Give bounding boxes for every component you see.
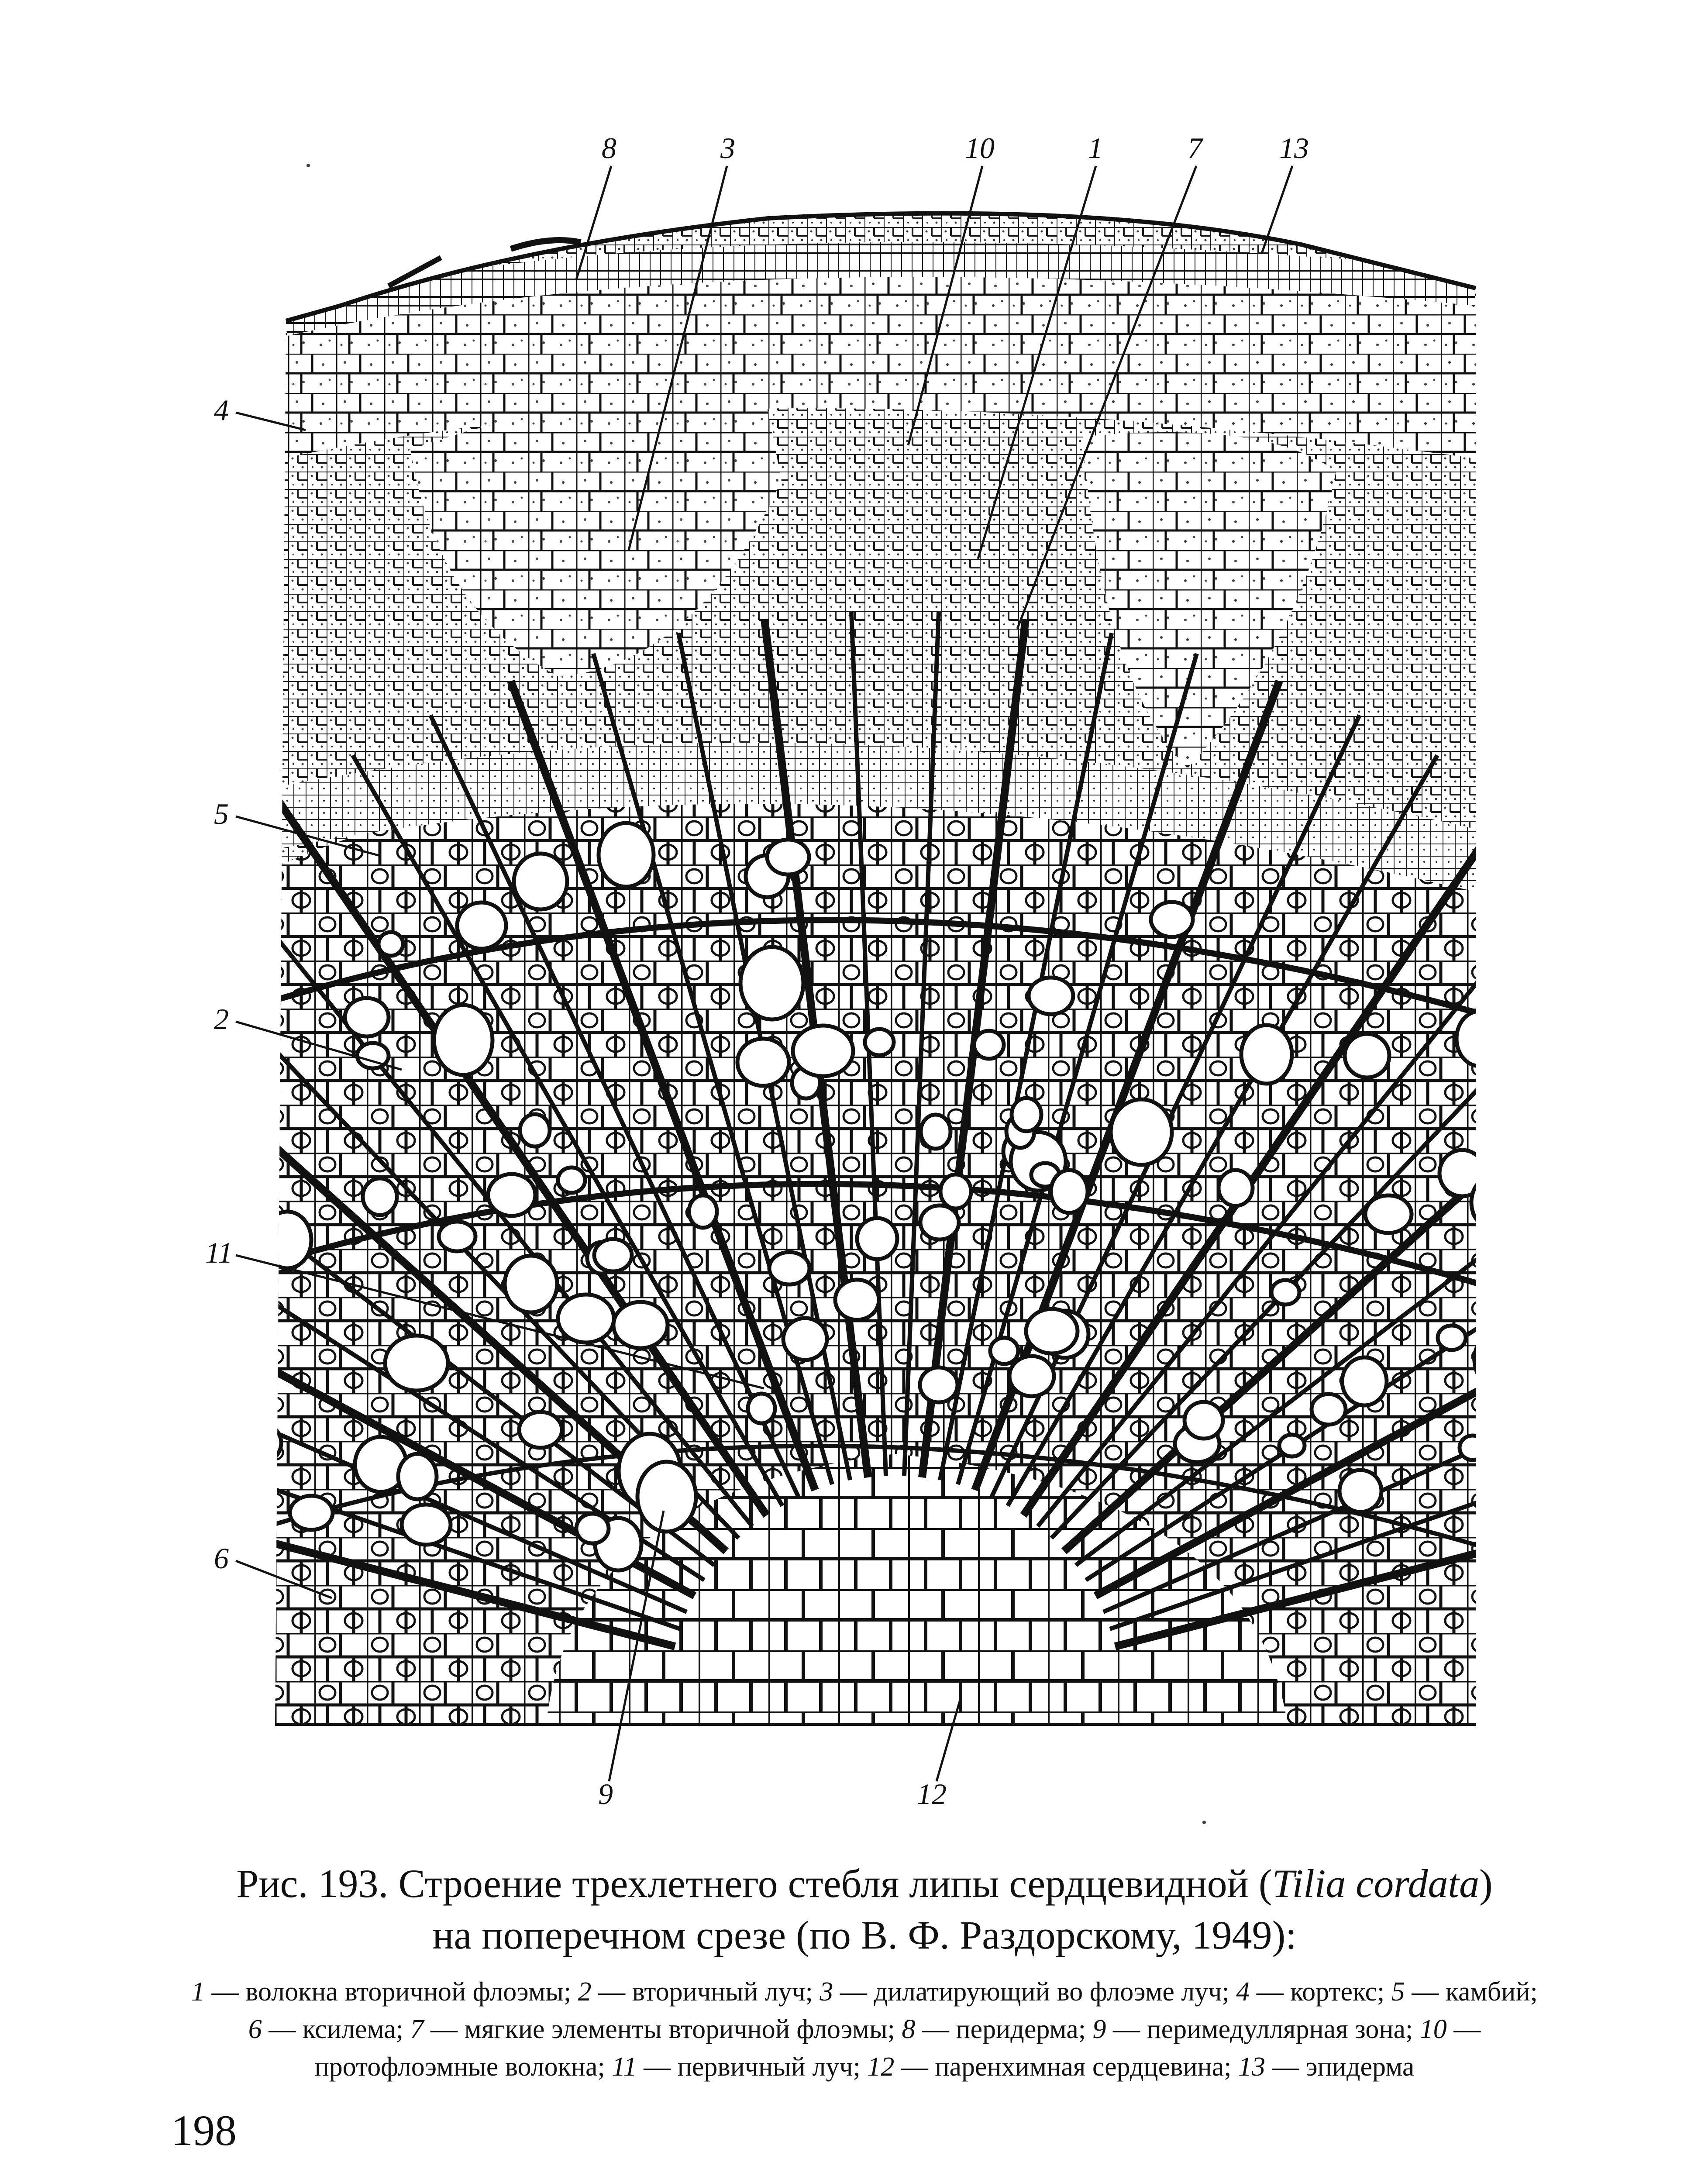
xylem-vessel	[1009, 1356, 1054, 1396]
legend-num: 1	[191, 1977, 205, 2007]
figure-label-2: 2	[214, 1002, 229, 1036]
xylem-vessel	[1507, 1253, 1533, 1279]
xylem-vessel	[379, 932, 403, 956]
xylem-vessel	[920, 1205, 959, 1240]
legend-num: 9	[1092, 2014, 1106, 2044]
legend-text: — перимедуллярная зона;	[1106, 2014, 1420, 2044]
xylem-vessel	[1457, 1011, 1503, 1066]
legend-text: — паренхимная сердцевина;	[894, 2052, 1238, 2082]
xylem-vessel	[1051, 1170, 1088, 1213]
decorative-dot	[306, 164, 310, 167]
xylem-vessel	[1219, 1170, 1253, 1206]
legend-text: — кортекс;	[1250, 1977, 1391, 2007]
figure-label-10: 10	[965, 131, 995, 165]
legend-text: — первичный луч;	[637, 2052, 868, 2082]
caption-title	[183, 1858, 1546, 1909]
legend-num: 2	[578, 1977, 592, 2007]
legend-text: — вторичный луч;	[591, 1977, 820, 2007]
xylem-vessel	[1026, 1309, 1078, 1353]
xylem-vessel	[974, 1031, 1004, 1059]
xylem-vessel	[940, 1174, 971, 1209]
figure-label-9: 9	[598, 1777, 613, 1811]
xylem-vessel	[1460, 1436, 1486, 1460]
xylem-vessel	[1439, 1150, 1485, 1196]
xylem-vessel	[363, 1178, 397, 1215]
caption-latin-name: Tilia cordata	[1272, 1861, 1480, 1906]
xylem-vessel	[402, 1505, 451, 1545]
figure-label-11: 11	[205, 1236, 233, 1269]
figure-label-13: 13	[1279, 131, 1309, 165]
xylem-vessel	[599, 823, 654, 887]
xylem-vessel	[519, 1412, 562, 1448]
figure-label-8: 8	[602, 131, 616, 165]
xylem-vessel	[921, 1115, 950, 1149]
figure-label-5: 5	[214, 797, 229, 830]
xylem-vessel	[385, 1336, 448, 1391]
xylem-vessel	[920, 1367, 957, 1402]
legend-text: — мягкие элементы вторичной флоэмы;	[424, 2014, 902, 2044]
legend-num: 4	[1236, 1977, 1250, 2007]
figure-label-1: 1	[1088, 131, 1103, 165]
xylem-vessel	[689, 1195, 717, 1228]
xylem-vessel	[1279, 1435, 1305, 1456]
xylem-vessel	[398, 1454, 437, 1499]
page-number: 198	[171, 2106, 237, 2155]
xylem-vessel	[1185, 1402, 1223, 1439]
xylem-vessel	[1479, 1433, 1530, 1481]
xylem-vessel	[1241, 1025, 1292, 1084]
xylem-vessel	[558, 1295, 614, 1343]
legend-num: 10	[1419, 2014, 1447, 2044]
legend-text: — эпидерма	[1265, 2052, 1415, 2082]
xylem-vessel	[1345, 1034, 1389, 1078]
xylem-vessel	[857, 1218, 897, 1259]
xylem-vessel	[1342, 1357, 1387, 1405]
legend-num: 11	[612, 2052, 637, 2082]
caption-legend	[183, 1973, 1546, 2086]
legend-num: 7	[410, 2014, 424, 2044]
xylem-vessel	[239, 1423, 281, 1463]
xylem-vessel	[767, 840, 809, 875]
xylem-vessel	[737, 1039, 789, 1086]
caption-suffix: )	[1479, 1861, 1493, 1906]
xylem-vessel	[505, 1256, 557, 1312]
xylem-vessel	[990, 1338, 1018, 1364]
xylem-vessel	[290, 1496, 333, 1530]
xylem-vessel	[1151, 902, 1193, 937]
decorative-dot	[1202, 1821, 1206, 1824]
legend-num: 13	[1238, 2052, 1265, 2082]
xylem-vessel	[740, 947, 803, 1019]
xylem-vessel	[520, 1114, 550, 1147]
xylem-vessel	[1312, 1394, 1346, 1425]
figure-label-7: 7	[1188, 131, 1202, 165]
xylem-vessel	[1474, 1329, 1530, 1390]
legend-text: — ксилема;	[262, 2014, 410, 2044]
figure-caption	[183, 1858, 1546, 2086]
legend-text: — перидерма;	[915, 2014, 1093, 2044]
figure-label-6: 6	[214, 1542, 229, 1575]
xylem-vessel	[189, 1056, 231, 1093]
xylem-vessel	[439, 1222, 475, 1251]
xylem-vessel	[133, 1422, 176, 1468]
legend-num: 8	[902, 2014, 916, 2044]
xylem-vessel	[1029, 978, 1073, 1014]
xylem-vessel	[1271, 1280, 1299, 1305]
xylem-vessel	[1365, 1195, 1412, 1233]
xylem-vessel	[748, 1394, 775, 1423]
xylem-vessel	[637, 1462, 696, 1532]
xylem-vessel	[1438, 1326, 1466, 1350]
figure-label-12: 12	[917, 1777, 947, 1811]
legend-text: — дилатирующий во флоэме луч;	[833, 1977, 1236, 2007]
caption-line-2: на поперечном срезе (по В. Ф. Раздорскому, 1949):	[432, 1913, 1297, 1957]
legend-num: 5	[1391, 1977, 1405, 2007]
figure-label-4: 4	[214, 393, 229, 427]
caption-prefix: Рис. 193. Строение трехлетнего стебля липы сердцевидной (	[236, 1861, 1272, 1906]
xylem-vessel	[613, 1302, 668, 1348]
xylem-vessel	[457, 902, 506, 949]
xylem-vessel	[835, 1280, 879, 1320]
xylem-vessel	[1623, 1169, 1663, 1216]
xylem-vessel	[783, 1318, 827, 1360]
legend-text: — протофлоэмные волокна;	[314, 2014, 1481, 2082]
legend-num: 6	[248, 2014, 262, 2044]
legend-num: 3	[820, 1977, 833, 2007]
xylem-vessel	[865, 1029, 894, 1055]
xylem-vessel	[514, 854, 567, 909]
xylem-vessel	[1012, 1098, 1041, 1131]
legend-text: — волокна вторичной флоэмы;	[205, 1977, 578, 2007]
xylem-vessel	[1111, 1099, 1172, 1165]
xylem-vessel	[769, 1252, 809, 1284]
xylem-vessel	[345, 998, 389, 1036]
xylem-vessel	[263, 1212, 311, 1268]
xylem-vessel	[1510, 1409, 1548, 1444]
xylem-vessel	[558, 1167, 585, 1193]
xylem-vessel	[793, 1026, 853, 1076]
figure-label-3: 3	[720, 131, 735, 165]
xylem-vessel	[488, 1174, 535, 1216]
xylem-vessel	[1615, 1268, 1669, 1326]
xylem-vessel	[1340, 1470, 1381, 1512]
xylem-vessel	[594, 1239, 632, 1271]
xylem-vessel	[1471, 1175, 1519, 1230]
xylem-vessel	[576, 1514, 609, 1543]
xylem-vessel	[434, 1005, 492, 1075]
legend-num: 12	[867, 2052, 895, 2082]
legend-text: — камбий;	[1405, 1977, 1538, 2007]
